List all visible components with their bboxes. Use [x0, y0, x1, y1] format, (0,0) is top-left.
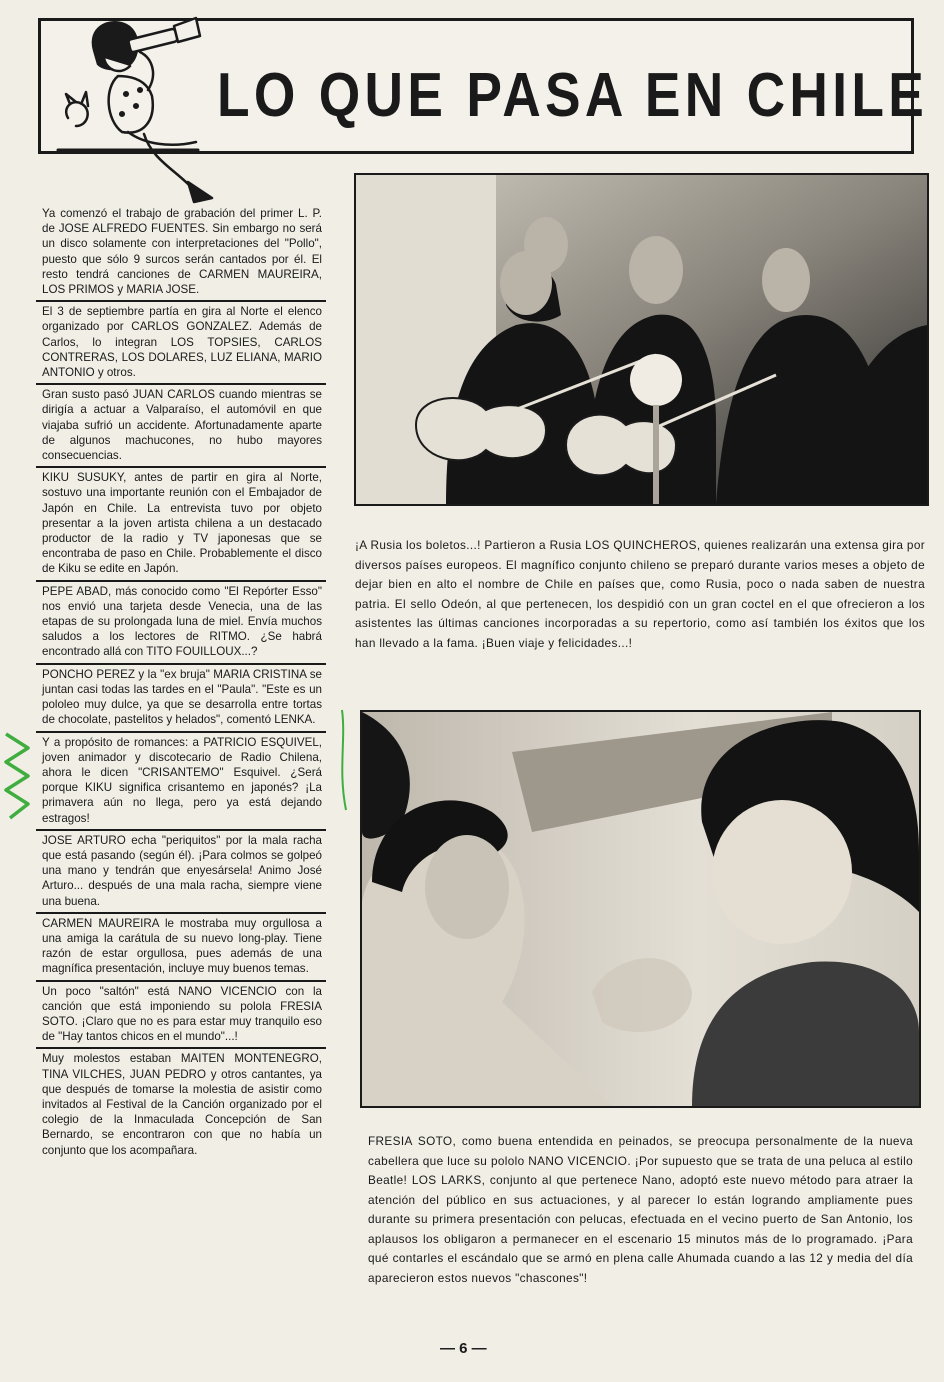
news-column: [36, 204, 326, 1161]
news-item: [36, 582, 326, 665]
page-number: — 6 —: [440, 1340, 487, 1357]
page-title: LO QUE PASA EN CHILE: [217, 61, 929, 130]
news-item-text: PEPE ABAD, más conocido como "El Repórter Esso" nos envió una tarjeta desde Venecia, una de las etapas de su prolongada luna de miel. Envía muchos saludos a los lectores de RITMO. ¿Se habrá encontrado allá con TITO FOUILLOUX...?: [42, 584, 322, 659]
news-item-text: Un poco "saltón" está NANO VICENCIO con la canción que está imponiendo su polola FRESIA SOTO. ¡Claro que no es para estar muy tranquilo eso de "Hay tantos chicos en el mundo"...!: [42, 984, 322, 1044]
fresia-soto-photo: [360, 710, 921, 1108]
fresia-soto-photo-image: [362, 712, 919, 1106]
girl-telescope-illustration: [48, 10, 248, 205]
news-item-text: Muy molestos estaban MAITEN MONTENEGRO, TINA VILCHES, JUAN PEDRO y otros cantantes, ya que después de tomarse la molestia de asistir como invitados al Festival de la Canción organizado por el colegio de la Inmaculada Concepción de San Bernardo, se encontraron con que no había un conjunto que los acompañara.: [42, 1052, 322, 1157]
news-item: [36, 982, 326, 1050]
news-item: [36, 204, 326, 302]
news-item: [36, 831, 326, 914]
news-item-text: CARMEN MAUREIRA le mostraba muy orgullosa a una amiga la carátula de su nuevo long-play. Tiene razón de estar orgullosa, pues además de una magnífica presentación, incluye muy buenos temas.: [42, 916, 322, 976]
news-item-text: Ya comenzó el trabajo de grabación del primer L. P. de JOSE ALFREDO FUENTES. Sin embargo no será un disco solamente con interpretaciones del "Pollo", puesto que sólo 9 surcos serán cantados por él. El resto tendrá canciones de CARMEN MAUREIRA, LOS PRIMOS y MARIA JOSE.: [42, 207, 322, 297]
green-pen-scribble: [0, 726, 36, 826]
news-item-text: El 3 de septiembre partía en gira al Norte el elenco organizado por CARLOS GONZALEZ. Además de Carlos, lo integran LOS TOPSIES, CARLOS CONTRERAS, LOS DOLARES, LUZ ELIANA, MARIO ANTONIO y otros.: [42, 305, 322, 380]
news-item: [36, 1049, 326, 1160]
news-item: [36, 302, 326, 385]
quincheros-photo-image: [356, 175, 927, 504]
news-item: [36, 385, 326, 468]
news-item: [36, 733, 326, 831]
green-pen-mark: [334, 700, 356, 820]
quincheros-caption: ¡A Rusia los boletos...! Partieron a Rusia LOS QUINCHEROS, quienes realizarán una extensa gira por diversos países europeos. El magnífico conjunto chileno se preparó durante varios meses a objeto de dejar bien en alto el nombre de Chile en países que, como Rusia, poco o nada saben de nuestra patria. El sello Odeón, al que pertenecen, los despidió con un gran coctel en el que ofrecieron a los asistentes las últimas canciones incorporadas a su repertorio, como así también los éxitos que los han llevado a la fama. ¡Buen viaje y felicidades...!: [355, 538, 926, 650]
news-item-text: JOSE ARTURO echa "periquitos" por la mala racha que está pasando (según él). ¡Para colmos se golpeó una mano y tendrán que enyesársela! Animo José Arturo... después de una mala racha, siempre viene una buena.: [42, 833, 322, 908]
quincheros-photo: [354, 173, 929, 506]
news-item-text: Gran susto pasó JUAN CARLOS cuando mientras se dirigía a actuar a Valparaíso, el automóvil en que viajaba sufrió un accidente. Afortunadamente aparte de algunos machucones, no hubo mayores consecuencias.: [42, 388, 322, 463]
news-item: [36, 914, 326, 982]
news-item-text: KIKU SUSUKY, antes de partir en gira al Norte, sostuvo una importante reunión con el Embajador de Japón en Chile. La entrevista tuvo por objeto presentar a la joven artista chilena a un destacado productor de la radio y TV japonesas que se encontraba de paso en Chile. Probablemente el disco de Kiku se edite en Japón.: [42, 471, 322, 576]
news-item-text: Y a propósito de romances: a PATRICIO ESQUIVEL, joven animador y discotecario de Radio Chilena, ahora le dicen "CRISANTEMO" Esquivel. ¿Será porque KIKU significa crisantemo en japonés? ¡La primavera aún no llega, pero ya está dejando estragos!: [42, 735, 322, 825]
news-item: [36, 468, 326, 581]
news-item: [36, 665, 326, 733]
fresia-soto-caption: FRESIA SOTO, como buena entendida en peinados, se preocupa personalmente de la nueva cabellera que luce su pololo NANO VICENCIO. ¡Por supuesto que se trata de una peluca al estilo Beatle! LOS LARKS, conjunto al que pertenece Nano, adoptó este nuevo método para atraer la atención del público en sus actuaciones, y al parecer lo están logrando ampliamente pues durante su primera presentación con pelucas, efectuada en el vecino puerto de San Antonio, los aplausos los obligaron a permanecer en el escenario 15 minutos más de lo programado. ¡Para qué contarles el escándalo que se armó en plena calle Ahumada cuando a las 12 y media del día aparecieron estos nuevos "chascones"!: [368, 1134, 913, 1285]
news-item-text: PONCHO PEREZ y la "ex bruja" MARIA CRISTINA se juntan casi todas las tardes en el "Paula". "Este es un pololeo muy dulce, ya que se desarrolla entre tortas de chocolate, pastelitos y helados", comentó LENKA.: [42, 667, 322, 727]
